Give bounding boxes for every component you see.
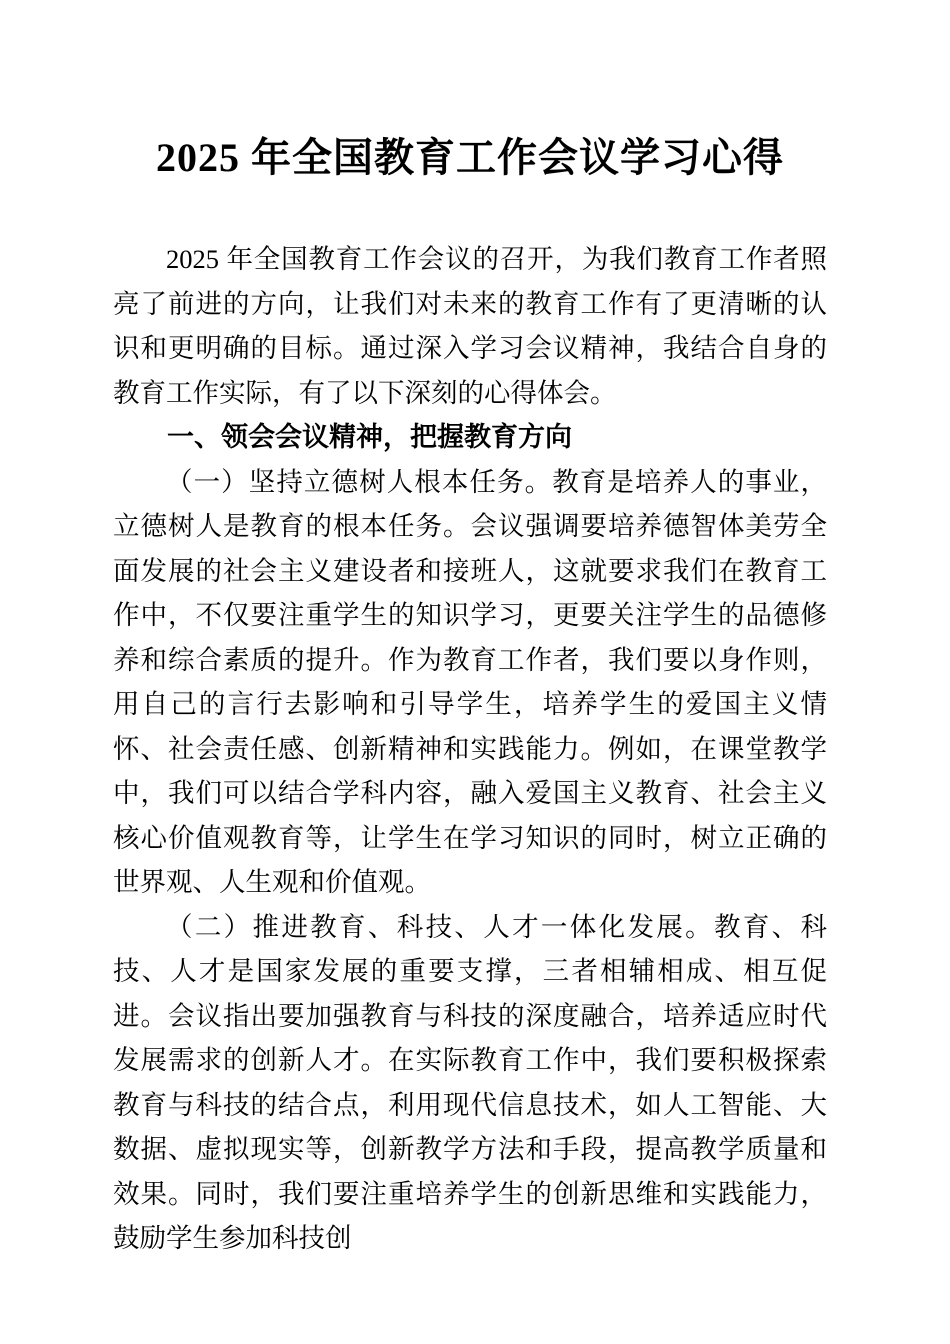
intro-paragraph: 2025 年全国教育工作会议的召开，为我们教育工作者照亮了前进的方向，让我们对未来的教育工作有了更清晰的认识和更明确的目标。通过深入学习会议精神，我结合自身的教育工作实际，有了以下深刻的心得体会。 [113, 244, 827, 408]
section-heading-1: 一、领会会议精神，把握教育方向 [167, 422, 572, 452]
document-content [113, 131, 827, 1261]
section-paragraph-1: （一）坚持立德树人根本任务。教育是培养人的事业，立德树人是教育的根本任务。会议强调要培养德智体美劳全面发展的社会主义建设者和接班人，这就要求我们在教育工作中，不仅要注重学生的知识学习，更要关注学生的品德修养和综合素质的提升。作为教育工作者，我们要以身作则，用自己的言行去影响和引导学生，培养学生的爱国主义情怀、社会责任感、创新精神和实践能力。例如，在课堂教学中，我们可以结合学科内容，融入爱国主义教育、社会主义核心价值观教育等，让学生在学习知识的同时，树立正确的世界观、人生观和价值观。 [113, 466, 827, 897]
section-paragraph-2-truncated: （二）推进教育、科技、人才一体化发展。教育、科技、人才是国家发展的重要支撑，三者相辅相成、相互促进。会议指出要加强教育与科技的深度融合，培养适应时代发展需求的创新人才。在实际教育工作中，我们要积极探索教育与科技的结合点，利用现代信息技术，如人工智能、大数据、虚拟现实等，创新教学方法和手段，提高教学质量和效果。同时，我们要注重培养学生的创新思维和实践能力，鼓励学生参加科技创 [113, 911, 827, 1253]
document-title: 2025 年全国教育工作会议学习心得 [156, 135, 784, 180]
